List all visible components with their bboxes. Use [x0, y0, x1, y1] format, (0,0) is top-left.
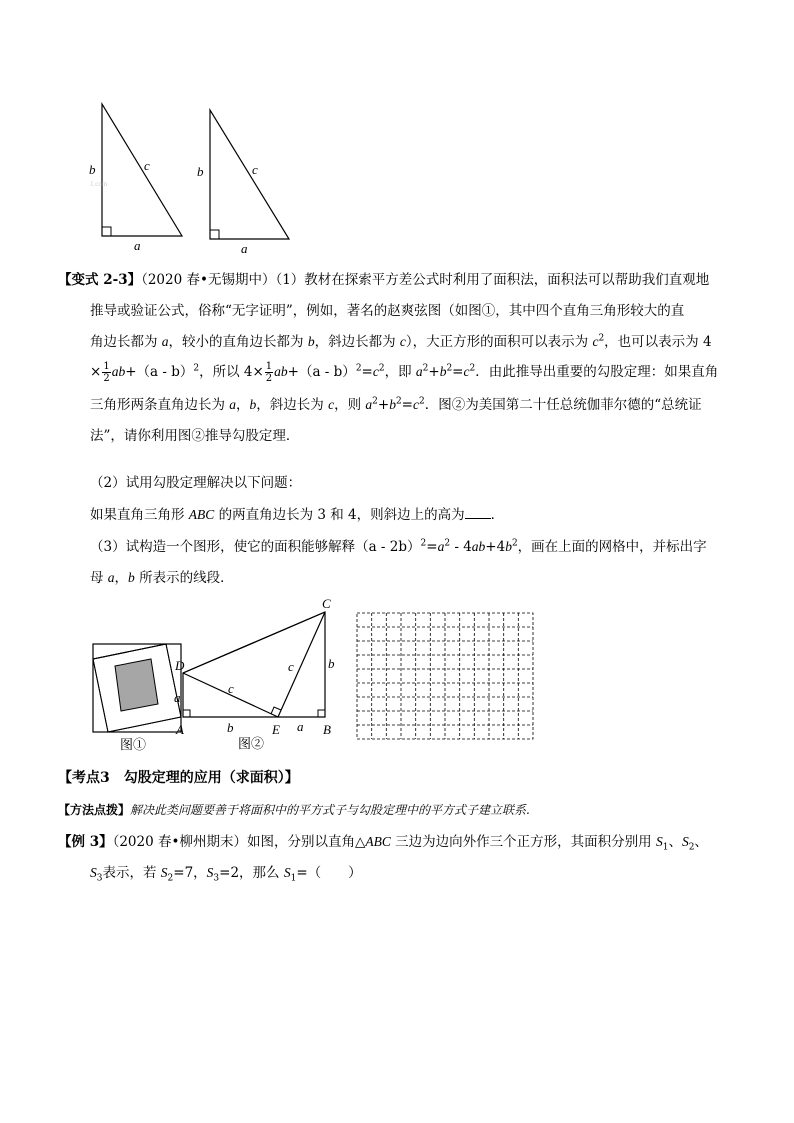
seg-label-b2: b: [328, 656, 335, 671]
watermark-text: 1.com: [90, 180, 108, 188]
variant-line-3: 角边长都为 a，较小的直角边长都为 b，斜边长都为 c），大正方形的面积可以表示为 $c^2$，也可以表示为 4: [90, 333, 712, 350]
variant-source: （2020 春•无锡期中）: [141, 272, 276, 288]
tri1-label-c: c: [144, 158, 150, 173]
variant-part-2: （2）试用勾股定理解决以下问题：: [90, 475, 302, 491]
tri2-label-c: c: [252, 162, 258, 177]
seg-label-a1: a: [174, 690, 181, 705]
fraction-half-2: $\frac{1}{2}$: [265, 361, 273, 384]
seg-label-a2: a: [297, 719, 304, 734]
variant-line-4: × $\frac{1}{2}$ ab+（a - b）$^2$，所以 4× $\frac{1}{2}$ $ab+(a - b)^2=c^2$，即 $a^2+b^2=c^2$．由此推导出重要的勾股定理：如果直角: [90, 361, 719, 384]
seg-label-b1: b: [227, 720, 234, 735]
tri2-label-b: b: [197, 164, 204, 179]
triangle-2: [210, 110, 289, 239]
variant-part-2-question: 如果直角三角形 ABC 的两直角边长为 3 和 4，则斜边上的高为 ．: [90, 507, 505, 523]
variant-tag: 【变式 2-3】: [58, 272, 142, 288]
example-line-2: $S_3$表示，若 $S_2=7$，$S_3=2$，那么 $S_1=$（ ）: [90, 865, 362, 884]
zhao-shuang-diagram: [93, 644, 181, 732]
point-C: C: [322, 596, 331, 611]
hint-body: 解决此类问题要善于将面积中的平方式子与勾股定理中的平方式子建立联系.: [130, 803, 530, 817]
top-triangles-figure: [80, 98, 310, 258]
middle-figures: [88, 596, 548, 756]
seg-label-c2: c: [288, 659, 294, 674]
fraction-half-1: $\frac{1}{2}$: [103, 361, 110, 384]
figure-1-label: 图①: [120, 737, 147, 752]
variant-line-5: 三角形两条直角边长为 a，b，斜边长为 c，则 $a^2+b^2=c^2$．图②为美国第二十任总统伽菲尔德的“总统证: [90, 396, 702, 413]
example-line-1: 【例 3】（2020 春•柳州期末）如图，分别以直角△ABC 三边为边向外作三个正方形，其面积分别用 $S_1$、$S_2$、: [58, 834, 708, 853]
triangle-1: [102, 104, 182, 236]
figure-2-label: 图②: [238, 736, 265, 751]
seg-label-c1: c: [228, 681, 234, 696]
tri2-label-a: a: [241, 241, 248, 256]
garfield-diagram: [183, 612, 325, 717]
tri1-label-a: a: [134, 238, 141, 253]
variant-line-1: [58, 270, 709, 290]
variant-part-3: （3）试构造一个图形，使它的面积能够解释$(a - 2b)^2=a^2 - 4ab+4b^2$，画在上面的网格中，并标出字: [90, 538, 707, 555]
method-hint: [58, 800, 530, 820]
variant-part-3-cont: 母 a，b 所表示的线段．: [90, 570, 234, 586]
dotted-grid: [357, 613, 533, 739]
hint-tag: 【方法点拨】: [58, 803, 131, 817]
example-tag: 【例 3】: [58, 834, 113, 850]
section-title: 【考点3 勾股定理的应用（求面积）】: [58, 770, 299, 786]
variant-line-6: 法”，请你利用图②推导勾股定理．: [90, 428, 300, 444]
tri1-label-b: b: [89, 162, 96, 177]
point-D: D: [175, 658, 185, 673]
point-A: A: [176, 722, 184, 737]
point-B: B: [323, 722, 331, 737]
variant-p1: （1）教材在探索平方差公式时利用了面积法，面积法可以帮助我们直观地: [275, 272, 710, 288]
answer-blank: [465, 505, 491, 519]
variant-line-2: 推导或验证公式，俗称“无字证明”，例如，著名的赵爽弦图（如图①，其中四个直角三角形较大的直: [90, 303, 685, 319]
point-E: E: [272, 722, 280, 737]
